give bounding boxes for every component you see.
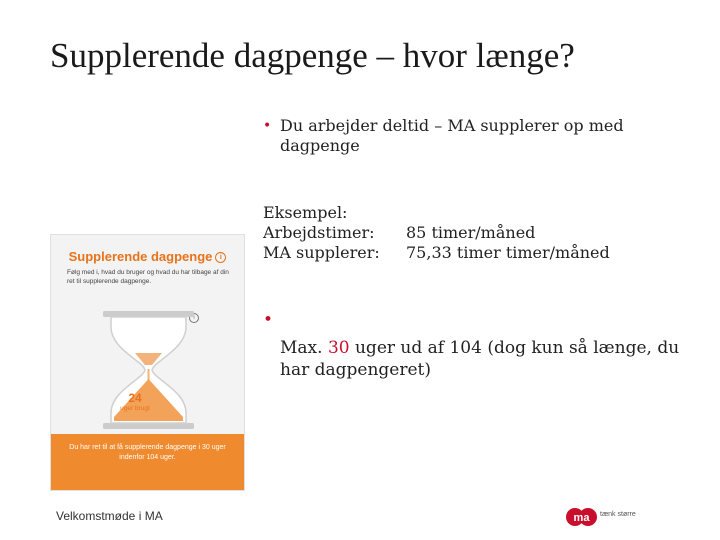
weeks-used-label: uger brugt <box>120 405 150 412</box>
bullet-icon: • <box>263 118 272 134</box>
logo-tagline: tænk større <box>600 511 636 518</box>
weeks-highlight: 30 <box>327 338 350 358</box>
example-value: 85 timer/måned <box>406 223 536 242</box>
bullet-part-time <box>263 116 663 156</box>
info-icon[interactable]: i <box>215 252 226 263</box>
example-row <box>263 223 610 243</box>
example-label: Arbejdstimer: <box>263 223 375 242</box>
card-footer: Du har ret til at få supplerende dagpenge i 30 uger indenfor 104 uger. <box>51 434 244 490</box>
footer-text: Velkomstmøde i MA <box>56 509 163 523</box>
svg-text:ma: ma <box>573 512 590 524</box>
example-value: 75,33 timer timer/måned <box>406 243 610 262</box>
example-label: MA supplerer: <box>263 243 380 262</box>
example-heading: Eksempel: <box>263 203 348 222</box>
bullet-prefix: Max. <box>280 338 328 358</box>
hourglass-top-cap <box>103 311 194 317</box>
card-subtitle: Følg med i, hvad du bruger og hvad du har tilbage af din ret til supplerende dagpenge. <box>67 269 229 285</box>
slide-title: Supplerende dagpenge – hvor længe? <box>50 36 575 75</box>
weeks-used-value: 24 <box>128 391 142 405</box>
card-title <box>51 249 244 264</box>
ma-logo <box>566 504 600 530</box>
bullet-text: Du arbejder deltid – MA supplerer op med dagpenge <box>280 116 624 155</box>
example-block <box>263 203 610 263</box>
hourglass-bottom-cap <box>103 423 194 429</box>
dagpenge-card <box>50 234 245 491</box>
info-icon[interactable]: i <box>189 313 199 323</box>
card-title-text: Supplerende dagpenge <box>68 249 213 264</box>
bullet-icon: • <box>263 310 274 330</box>
example-row <box>263 243 610 263</box>
bullet-suffix: uger ud af 104 (dog kun så længe, du har dagpengeret) <box>280 338 680 380</box>
bullet-max-weeks <box>280 337 680 381</box>
